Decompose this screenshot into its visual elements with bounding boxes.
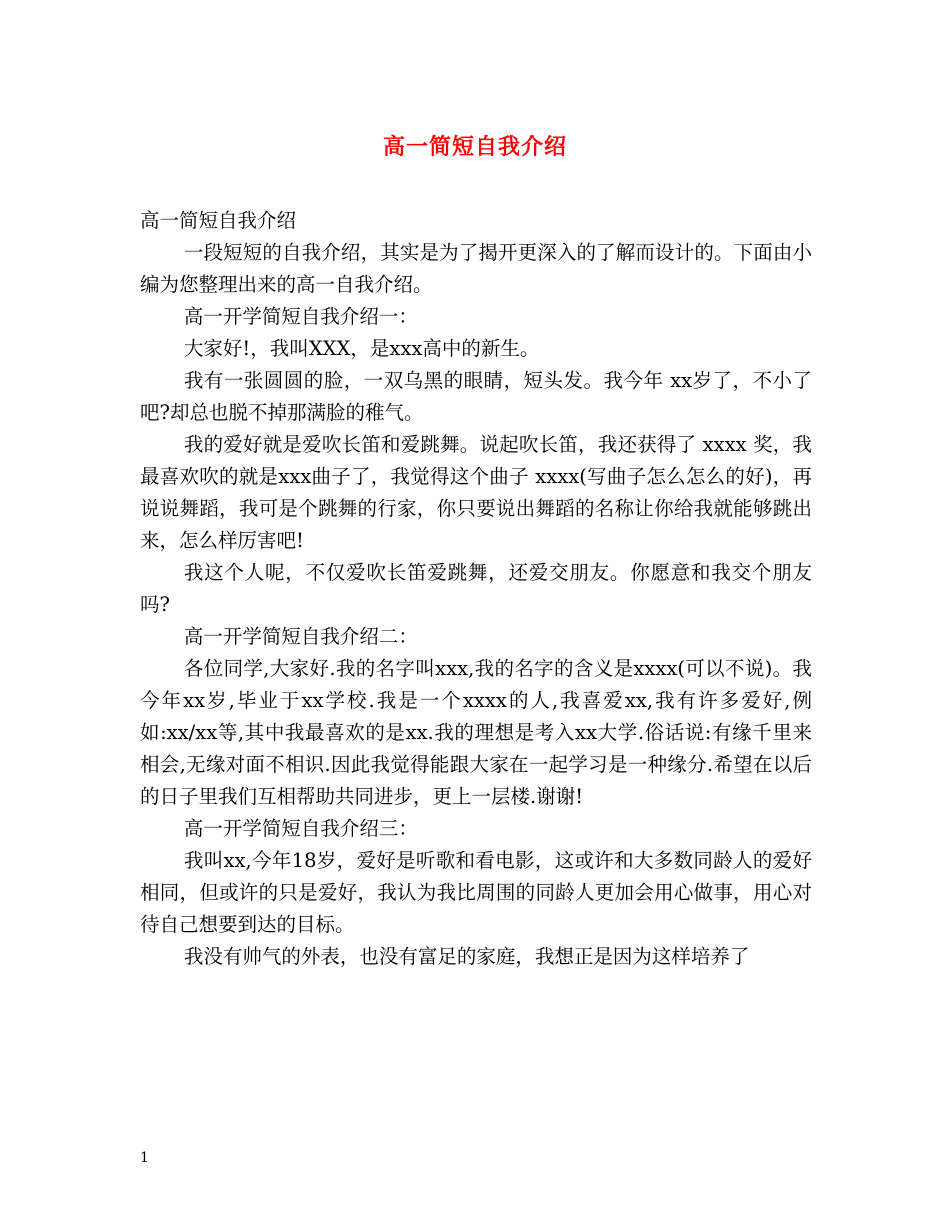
section-heading-two: 高一开学简短自我介绍二： (183, 625, 418, 648)
section-heading-one: 高一开学简短自我介绍一： (183, 305, 418, 328)
paragraph: 我没有帅气的外表，也没有富足的家庭，我想正是因为这样培养了 (183, 945, 750, 968)
paragraph: 我有一张圆圆的脸，一双乌黑的眼睛，短头发。我今年 xx岁了，不小了吧?却总也脱不掉那满脸的稚气。 (140, 369, 812, 424)
document-body (140, 205, 812, 973)
paragraph: 我的爱好就是爱吹长笛和爱跳舞。说起吹长笛，我还获得了 xxxx 奖，我最喜欢吹的就是xxx曲子了，我觉得这个曲子 xxxx(写曲子怎么怎么的好)，再说说舞蹈，我可是个跳舞的行家，你只要说出舞蹈的名称让你给我就能够跳出来，怎么样厉害吧! (140, 433, 812, 552)
paragraph: 我这个人呢，不仅爱吹长笛爱跳舞，还爱交朋友。你愿意和我交个朋友吗? (140, 561, 812, 616)
paragraph: 各位同学,大家好.我的名字叫xxx,我的名字的含义是xxxx(可以不说)。我今年xx岁,毕业于xx学校.我是一个xxxx的人,我喜爱xx,我有许多爱好,例如:xx/xx等,其中我最喜欢的是xx.我的理想是考入xx大学.俗话说:有缘千里来相会,无缘对面不相识.因此我觉得能跟大家在一起学习是一种缘分.希望在以后的日子里我们互相帮助共同进步，更上一层楼.谢谢! (140, 657, 812, 808)
paragraph: 我叫xx,今年18岁，爱好是听歌和看电影，这或许和大多数同龄人的爱好相同，但或许的只是爱好，我认为我比周围的同龄人更加会用心做事，用心对待自己想要到达的目标。 (140, 849, 812, 936)
paragraph-heading: 高一简短自我介绍 (140, 209, 297, 232)
paragraph-intro: 一段短短的自我介绍，其实是为了揭开更深入的了解而设计的。下面由小编为您整理出来的高一自我介绍。 (140, 241, 812, 296)
section-heading-three: 高一开学简短自我介绍三： (183, 817, 418, 840)
document-title: 高一简短自我介绍 (382, 134, 567, 160)
page-number: 1 (140, 1150, 149, 1166)
paragraph: 大家好!，我叫XXX，是xxx高中的新生。 (183, 337, 540, 360)
